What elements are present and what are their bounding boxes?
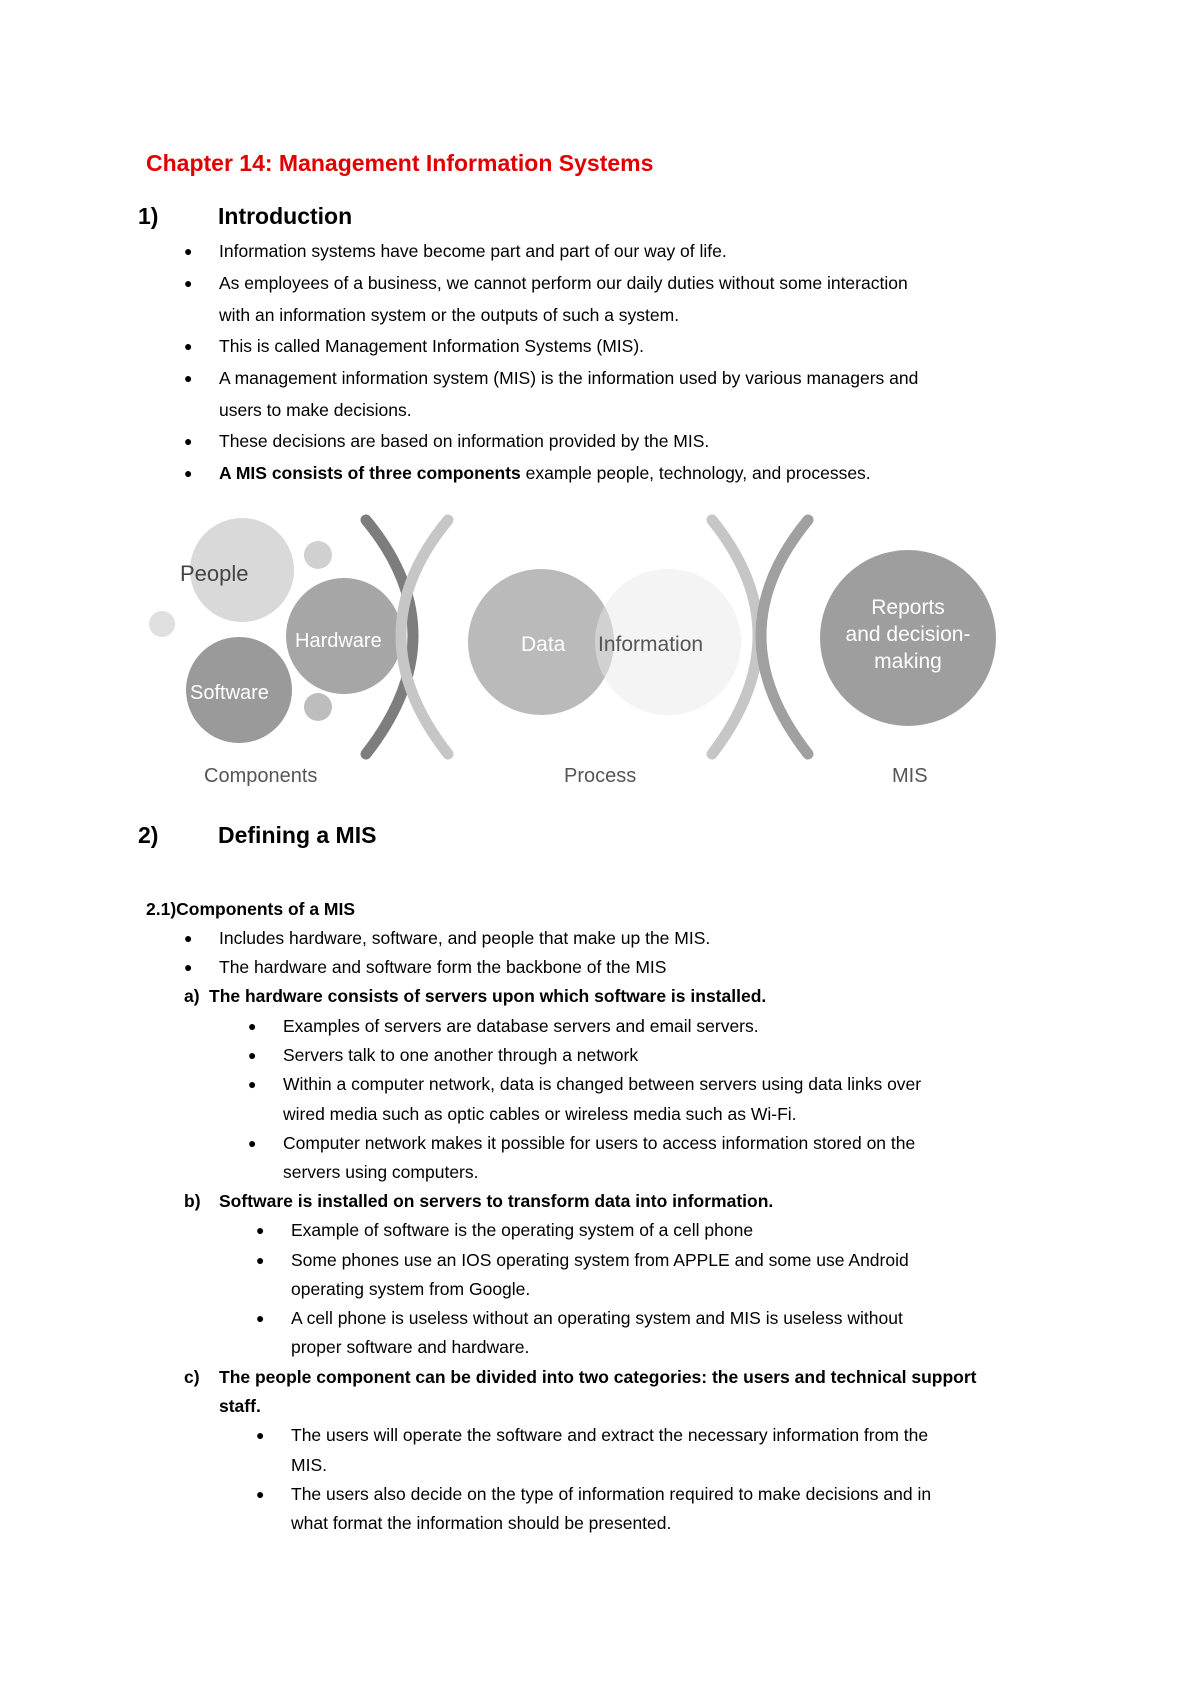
- item-c-heading-line-2: staff.: [219, 1396, 261, 1416]
- bullet-icon: ●: [184, 465, 193, 481]
- item-a-bullet-3-line-1: Within a computer network, data is changed between servers using data links over: [283, 1074, 922, 1094]
- hardware-label: Hardware: [295, 630, 382, 652]
- components-caption: Components: [204, 765, 318, 787]
- item-a-bullet-4-line-1: Computer network makes it possible for users to access information stored on the: [283, 1133, 916, 1153]
- item-c-bullet-1-line-1: The users will operate the software and extract the necessary information from the: [291, 1425, 929, 1445]
- item-a-bullet-3-line-2: wired media such as optic cables or wireless media such as Wi-Fi.: [283, 1104, 797, 1124]
- bullet-icon: ●: [248, 1018, 257, 1034]
- small-dot-circle: [304, 541, 332, 569]
- small-dot-circle: [304, 693, 332, 721]
- bullet-icon: ●: [184, 930, 193, 946]
- intro-bullet-6: [219, 462, 871, 484]
- item-c-heading-line-1: The people component can be divided into two categories: the users and technical support: [219, 1367, 977, 1387]
- mis-diagram: [148, 510, 1028, 800]
- bullet-icon: ●: [184, 433, 193, 449]
- bullet-icon: ●: [184, 370, 193, 386]
- page-title: Chapter 14: Management Information Systems: [146, 150, 654, 176]
- bullet-icon: ●: [184, 243, 193, 259]
- mis-caption: MIS: [892, 765, 928, 787]
- components-bullet-1: Includes hardware, software, and people that make up the MIS.: [219, 928, 711, 948]
- bullet-icon: ●: [256, 1486, 265, 1502]
- item-c-bullet-2-line-1: The users also decide on the type of information required to make decisions and in: [291, 1484, 932, 1504]
- reports-label-line-1: Reports: [871, 596, 945, 619]
- bullet-icon: ●: [256, 1252, 265, 1268]
- bullet-icon: ●: [184, 959, 193, 975]
- data-label: Data: [521, 633, 566, 656]
- subsection-heading: 2.1)Components of a MIS: [146, 899, 356, 919]
- section-1-heading: [138, 203, 352, 230]
- intro-bullet-2-line-2: with an information system or the outputs of such a system.: [219, 305, 680, 325]
- bullet-icon: ●: [248, 1076, 257, 1092]
- bullet-icon: ●: [256, 1222, 265, 1238]
- intro-bullet-5: These decisions are based on information provided by the MIS.: [219, 431, 710, 451]
- item-a-bullet-1: Examples of servers are database servers and email servers.: [283, 1016, 759, 1036]
- intro-bullet-3: This is called Management Information Systems (MIS).: [219, 336, 645, 356]
- bullet-icon: ●: [184, 275, 193, 291]
- item-a-label: a): [184, 986, 200, 1006]
- bullet-icon: ●: [248, 1135, 257, 1151]
- item-b-bullet-3-line-2: proper software and hardware.: [291, 1337, 530, 1357]
- people-label: People: [180, 561, 249, 586]
- software-label: Software: [190, 682, 269, 704]
- intro-bullet-4-line-1: A management information system (MIS) is the information used by various managers and: [219, 368, 919, 388]
- bullet-icon: ●: [256, 1427, 265, 1443]
- process-caption: Process: [564, 765, 637, 787]
- intro-bullet-2-line-1: As employees of a business, we cannot perform our daily duties without some interaction: [219, 273, 908, 293]
- intro-bullet-6-rest: example people, technology, and processes.: [520, 463, 871, 483]
- reports-label-line-2: and decision-: [845, 623, 971, 646]
- item-b-bullet-2-line-1: Some phones use an IOS operating system from APPLE and some use Android: [291, 1250, 909, 1270]
- information-label: Information: [598, 633, 704, 656]
- components-bullet-2: The hardware and software form the backbone of the MIS: [219, 957, 667, 977]
- item-b-bullet-1: Example of software is the operating system of a cell phone: [291, 1220, 754, 1240]
- item-c-bullet-2-line-2: what format the information should be presented.: [291, 1513, 672, 1533]
- item-b-bullet-2-line-2: operating system from Google.: [291, 1279, 531, 1299]
- reports-label-line-3: making: [874, 650, 942, 673]
- item-a-bullet-2: Servers talk to one another through a network: [283, 1045, 639, 1065]
- item-b-heading: Software is installed on servers to transform data into information.: [219, 1191, 774, 1211]
- intro-bullet-6-bold: A MIS consists of three components: [219, 463, 521, 483]
- item-c-bullet-1-line-2: MIS.: [291, 1455, 327, 1475]
- section-1-title: Introduction: [218, 203, 353, 229]
- bullet-icon: ●: [184, 338, 193, 354]
- item-a-heading: The hardware consists of servers upon which software is installed.: [209, 986, 767, 1006]
- bullet-icon: ●: [256, 1310, 265, 1326]
- intro-bullet-4-line-2: users to make decisions.: [219, 400, 412, 420]
- item-a-bullet-4-line-2: servers using computers.: [283, 1162, 479, 1182]
- section-1-number: 1): [138, 203, 159, 229]
- bullet-icon: ●: [248, 1047, 257, 1063]
- intro-bullet-1: Information systems have become part and part of our way of life.: [219, 241, 727, 261]
- section-2-number: 2): [138, 822, 159, 848]
- small-dot-circle: [149, 611, 175, 637]
- item-b-bullet-3-line-1: A cell phone is useless without an operating system and MIS is useless without: [291, 1308, 903, 1328]
- item-b-label: b): [184, 1191, 201, 1211]
- mis-arc: [761, 520, 808, 754]
- item-c-label: c): [184, 1367, 200, 1387]
- section-2-title: Defining a MIS: [218, 822, 377, 848]
- section-2-heading: [138, 822, 376, 849]
